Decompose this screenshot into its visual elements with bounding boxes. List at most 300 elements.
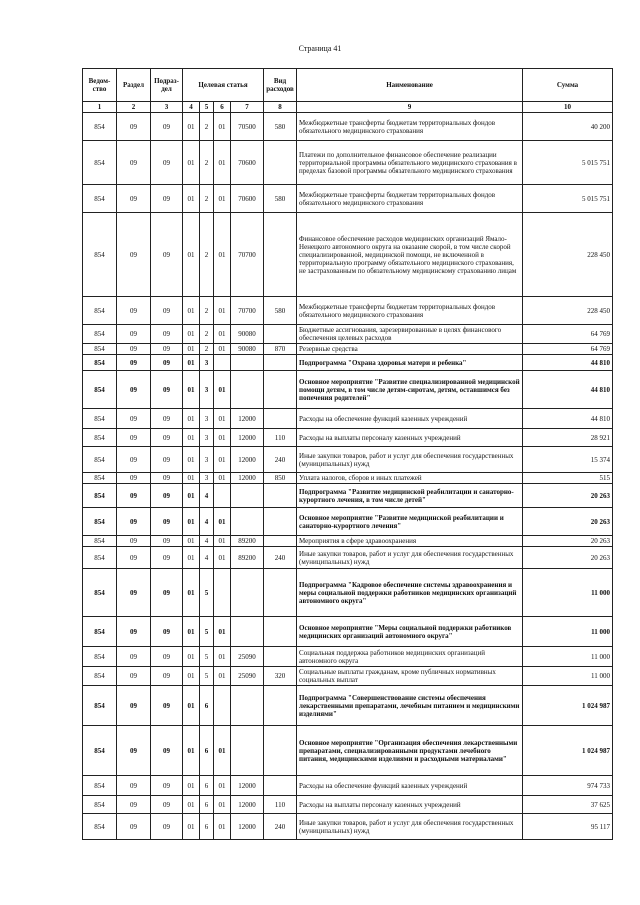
- column-number: 8: [264, 102, 297, 113]
- col-header-podrazdel: Подраз-дел: [151, 69, 183, 102]
- sum-cell: 37 625: [523, 796, 613, 814]
- subprogram-cell: 2: [200, 113, 214, 141]
- direction-cell: 12000: [231, 776, 264, 796]
- name-cell: Финансовое обеспечение расходов медицинских организаций Ямало-Ненецкого автономного округа на оказание скорой, в том числе скорой специализированной, медицинской помощи, не включенной в территориальную программу обязательного медицинского страхования, не застрахованным по обязательному медицинскому страхованию лицам: [297, 213, 523, 297]
- vid-rashodov-cell: [264, 371, 297, 409]
- vid-rashodov-cell: [264, 409, 297, 429]
- table-row: [83, 473, 613, 484]
- subprogram-cell: 2: [200, 325, 214, 344]
- name-cell: Резервные средства: [297, 344, 523, 355]
- name-cell: Межбюджетные трансферты бюджетам территориальных фондов обязательного медицинского страхования: [297, 185, 523, 213]
- direction-cell: [231, 484, 264, 508]
- podrazdel-cell: 09: [151, 355, 183, 371]
- vedomstvo-cell: 854: [83, 667, 117, 686]
- vedomstvo-cell: 854: [83, 344, 117, 355]
- col-header-razdel: Раздел: [117, 69, 151, 102]
- table-row: [83, 686, 613, 726]
- razdel-cell: 09: [117, 667, 151, 686]
- podrazdel-cell: 09: [151, 776, 183, 796]
- event-cell: [214, 686, 231, 726]
- vedomstvo-cell: 854: [83, 547, 117, 569]
- vedomstvo-cell: 854: [83, 185, 117, 213]
- name-cell: Бюджетные ассигнования, зарезервированные в целях финансового обеспечения целевых расходов: [297, 325, 523, 344]
- direction-cell: 70700: [231, 213, 264, 297]
- podrazdel-cell: 09: [151, 447, 183, 473]
- table-row: [83, 213, 613, 297]
- razdel-cell: 09: [117, 547, 151, 569]
- razdel-cell: 09: [117, 569, 151, 617]
- event-cell: 01: [214, 447, 231, 473]
- vedomstvo-cell: 854: [83, 409, 117, 429]
- event-cell: 01: [214, 297, 231, 325]
- event-cell: 01: [214, 536, 231, 547]
- vid-rashodov-cell: 870: [264, 344, 297, 355]
- vid-rashodov-cell: 580: [264, 113, 297, 141]
- program-cell: 01: [183, 814, 200, 840]
- table-row: [83, 185, 613, 213]
- program-cell: 01: [183, 776, 200, 796]
- direction-cell: [231, 355, 264, 371]
- vid-rashodov-cell: 240: [264, 447, 297, 473]
- direction-cell: 12000: [231, 473, 264, 484]
- vedomstvo-cell: 854: [83, 617, 117, 647]
- sum-cell: 44 810: [523, 409, 613, 429]
- event-cell: 01: [214, 113, 231, 141]
- event-cell: 01: [214, 547, 231, 569]
- vedomstvo-cell: 854: [83, 647, 117, 667]
- vedomstvo-cell: 854: [83, 796, 117, 814]
- event-cell: 01: [214, 325, 231, 344]
- table-row: [83, 667, 613, 686]
- vid-rashodov-cell: 580: [264, 297, 297, 325]
- name-cell: Иные закупки товаров, работ и услуг для обеспечения государственных (муниципальных) нужд: [297, 547, 523, 569]
- vid-rashodov-cell: 110: [264, 796, 297, 814]
- subprogram-cell: 2: [200, 141, 214, 185]
- vedomstvo-cell: 854: [83, 447, 117, 473]
- podrazdel-cell: 09: [151, 409, 183, 429]
- vid-rashodov-cell: 240: [264, 547, 297, 569]
- vedomstvo-cell: 854: [83, 113, 117, 141]
- event-cell: 01: [214, 796, 231, 814]
- table-row: [83, 536, 613, 547]
- program-cell: 01: [183, 141, 200, 185]
- subprogram-cell: 4: [200, 536, 214, 547]
- name-cell: Социальная поддержка работников медицинских организаций автономного округа: [297, 647, 523, 667]
- table-row: [83, 796, 613, 814]
- program-cell: 01: [183, 686, 200, 726]
- vid-rashodov-cell: [264, 355, 297, 371]
- column-number: 10: [523, 102, 613, 113]
- table-row: [83, 617, 613, 647]
- col-header-sum: Сумма: [523, 69, 613, 102]
- vid-rashodov-cell: [264, 647, 297, 667]
- name-cell: Расходы на обеспечение функций казенных учреждений: [297, 776, 523, 796]
- razdel-cell: 09: [117, 185, 151, 213]
- name-cell: Расходы на обеспечение функций казенных учреждений: [297, 409, 523, 429]
- vedomstvo-cell: 854: [83, 536, 117, 547]
- program-cell: 01: [183, 344, 200, 355]
- program-cell: 01: [183, 796, 200, 814]
- event-cell: 01: [214, 409, 231, 429]
- subprogram-cell: 5: [200, 667, 214, 686]
- subprogram-cell: 4: [200, 547, 214, 569]
- event-cell: 01: [214, 213, 231, 297]
- podrazdel-cell: 09: [151, 726, 183, 776]
- table-row: [83, 141, 613, 185]
- podrazdel-cell: 09: [151, 686, 183, 726]
- sum-cell: 20 263: [523, 536, 613, 547]
- table-row: [83, 647, 613, 667]
- subprogram-cell: 4: [200, 484, 214, 508]
- podrazdel-cell: 09: [151, 185, 183, 213]
- direction-cell: 12000: [231, 447, 264, 473]
- sum-cell: 974 733: [523, 776, 613, 796]
- sum-cell: 20 263: [523, 547, 613, 569]
- podrazdel-cell: 09: [151, 371, 183, 409]
- subprogram-cell: 4: [200, 508, 214, 536]
- podrazdel-cell: 09: [151, 213, 183, 297]
- vedomstvo-cell: 854: [83, 355, 117, 371]
- podrazdel-cell: 09: [151, 429, 183, 447]
- name-cell: Уплата налогов, сборов и иных платежей: [297, 473, 523, 484]
- budget-table: [82, 68, 613, 840]
- vid-rashodov-cell: [264, 213, 297, 297]
- podrazdel-cell: 09: [151, 536, 183, 547]
- program-cell: 01: [183, 355, 200, 371]
- direction-cell: 25090: [231, 647, 264, 667]
- name-cell: Социальные выплаты гражданам, кроме публичных нормативных социальных выплат: [297, 667, 523, 686]
- name-cell: Подпрограмма "Развитие медицинской реабилитации и санаторно-курортного лечения, в том числе детей": [297, 484, 523, 508]
- direction-cell: 12000: [231, 409, 264, 429]
- column-number-row: [83, 102, 613, 113]
- table-row: [83, 726, 613, 776]
- razdel-cell: 09: [117, 647, 151, 667]
- table-row: [83, 325, 613, 344]
- table-row: [83, 484, 613, 508]
- direction-cell: 12000: [231, 814, 264, 840]
- subprogram-cell: 6: [200, 814, 214, 840]
- event-cell: 01: [214, 726, 231, 776]
- event-cell: 01: [214, 371, 231, 409]
- razdel-cell: 09: [117, 473, 151, 484]
- program-cell: 01: [183, 473, 200, 484]
- direction-cell: 89200: [231, 536, 264, 547]
- program-cell: 01: [183, 371, 200, 409]
- vedomstvo-cell: 854: [83, 325, 117, 344]
- razdel-cell: 09: [117, 344, 151, 355]
- subprogram-cell: 5: [200, 647, 214, 667]
- subprogram-cell: 3: [200, 355, 214, 371]
- name-cell: Мероприятия в сфере здравоохранения: [297, 536, 523, 547]
- vedomstvo-cell: 854: [83, 473, 117, 484]
- direction-cell: 89200: [231, 547, 264, 569]
- table-row: [83, 547, 613, 569]
- podrazdel-cell: 09: [151, 667, 183, 686]
- direction-cell: 90080: [231, 344, 264, 355]
- table-row: [83, 429, 613, 447]
- subprogram-cell: 2: [200, 297, 214, 325]
- razdel-cell: 09: [117, 355, 151, 371]
- vedomstvo-cell: 854: [83, 484, 117, 508]
- event-cell: 01: [214, 508, 231, 536]
- direction-cell: 70700: [231, 297, 264, 325]
- vedomstvo-cell: 854: [83, 508, 117, 536]
- razdel-cell: 09: [117, 536, 151, 547]
- vedomstvo-cell: 854: [83, 371, 117, 409]
- subprogram-cell: 3: [200, 447, 214, 473]
- direction-cell: 25090: [231, 667, 264, 686]
- sum-cell: 11 000: [523, 617, 613, 647]
- vid-rashodov-cell: 110: [264, 429, 297, 447]
- name-cell: Межбюджетные трансферты бюджетам территориальных фондов обязательного медицинского страхования: [297, 297, 523, 325]
- event-cell: [214, 355, 231, 371]
- vid-rashodov-cell: [264, 776, 297, 796]
- sum-cell: 11 000: [523, 569, 613, 617]
- sum-cell: 20 263: [523, 484, 613, 508]
- name-cell: Межбюджетные трансферты бюджетам территориальных фондов обязательного медицинского страхования: [297, 113, 523, 141]
- name-cell: Платежи по дополнительное финансовое обеспечение реализации территориальной программы обязательного медицинского страхования в пределах базовой программы обязательного медицинского страхования: [297, 141, 523, 185]
- vedomstvo-cell: 854: [83, 297, 117, 325]
- program-cell: 01: [183, 647, 200, 667]
- subprogram-cell: 2: [200, 213, 214, 297]
- subprogram-cell: 3: [200, 429, 214, 447]
- podrazdel-cell: 09: [151, 814, 183, 840]
- table-row: [83, 776, 613, 796]
- event-cell: 01: [214, 185, 231, 213]
- table-row: [83, 508, 613, 536]
- vedomstvo-cell: 854: [83, 686, 117, 726]
- table-body: [83, 113, 613, 840]
- vid-rashodov-cell: [264, 325, 297, 344]
- table-row: [83, 409, 613, 429]
- direction-cell: [231, 726, 264, 776]
- program-cell: 01: [183, 667, 200, 686]
- table-row: [83, 569, 613, 617]
- subprogram-cell: 6: [200, 796, 214, 814]
- vid-rashodov-cell: [264, 726, 297, 776]
- subprogram-cell: 3: [200, 371, 214, 409]
- program-cell: 01: [183, 726, 200, 776]
- name-cell: Основное мероприятие "Развитие специализированной медицинской помощи детям, в том числе детям-сиротам, детям, оставшимся без попечения родителей": [297, 371, 523, 409]
- column-number: 7: [231, 102, 264, 113]
- subprogram-cell: 6: [200, 776, 214, 796]
- razdel-cell: 09: [117, 409, 151, 429]
- podrazdel-cell: 09: [151, 113, 183, 141]
- sum-cell: 1 024 987: [523, 686, 613, 726]
- program-cell: 01: [183, 536, 200, 547]
- sum-cell: 5 015 751: [523, 141, 613, 185]
- sum-cell: 64 769: [523, 344, 613, 355]
- event-cell: 01: [214, 814, 231, 840]
- razdel-cell: 09: [117, 726, 151, 776]
- col-header-vedomstvo: Ведом-ство: [83, 69, 117, 102]
- vid-rashodov-cell: 320: [264, 667, 297, 686]
- sum-cell: 11 000: [523, 647, 613, 667]
- program-cell: 01: [183, 484, 200, 508]
- table-row: [83, 297, 613, 325]
- event-cell: 01: [214, 776, 231, 796]
- direction-cell: [231, 569, 264, 617]
- sum-cell: 515: [523, 473, 613, 484]
- subprogram-cell: 2: [200, 185, 214, 213]
- vid-rashodov-cell: 580: [264, 185, 297, 213]
- program-cell: 01: [183, 113, 200, 141]
- table-row: [83, 344, 613, 355]
- vid-rashodov-cell: [264, 484, 297, 508]
- razdel-cell: 09: [117, 447, 151, 473]
- podrazdel-cell: 09: [151, 547, 183, 569]
- name-cell: Основное мероприятие "Развитие медицинской реабилитации и санаторно-курортного лечения": [297, 508, 523, 536]
- program-cell: 01: [183, 569, 200, 617]
- event-cell: 01: [214, 344, 231, 355]
- direction-cell: [231, 686, 264, 726]
- column-number: 3: [151, 102, 183, 113]
- sum-cell: 40 200: [523, 113, 613, 141]
- vid-rashodov-cell: [264, 617, 297, 647]
- name-cell: Иные закупки товаров, работ и услуг для обеспечения государственных (муниципальных) нужд: [297, 814, 523, 840]
- column-number: 6: [214, 102, 231, 113]
- vedomstvo-cell: 854: [83, 429, 117, 447]
- podrazdel-cell: 09: [151, 344, 183, 355]
- vedomstvo-cell: 854: [83, 569, 117, 617]
- event-cell: [214, 569, 231, 617]
- vid-rashodov-cell: 240: [264, 814, 297, 840]
- col-header-vid: Вид расходов: [264, 69, 297, 102]
- vedomstvo-cell: 854: [83, 814, 117, 840]
- podrazdel-cell: 09: [151, 484, 183, 508]
- name-cell: Подпрограмма "Кадровое обеспечение системы здравоохранения и меры социальной поддержки работников медицинских организаций автономного округа": [297, 569, 523, 617]
- razdel-cell: 09: [117, 686, 151, 726]
- sum-cell: 95 117: [523, 814, 613, 840]
- vedomstvo-cell: 854: [83, 776, 117, 796]
- podrazdel-cell: 09: [151, 796, 183, 814]
- col-header-name: Наименование: [297, 69, 523, 102]
- table-row: [83, 355, 613, 371]
- column-number: 9: [297, 102, 523, 113]
- name-cell: Подпрограмма "Охрана здоровья матери и ребенка": [297, 355, 523, 371]
- event-cell: [214, 484, 231, 508]
- column-number: 1: [83, 102, 117, 113]
- podrazdel-cell: 09: [151, 617, 183, 647]
- vid-rashodov-cell: 850: [264, 473, 297, 484]
- podrazdel-cell: 09: [151, 297, 183, 325]
- subprogram-cell: 5: [200, 617, 214, 647]
- sum-cell: 64 769: [523, 325, 613, 344]
- subprogram-cell: 6: [200, 686, 214, 726]
- razdel-cell: 09: [117, 371, 151, 409]
- column-number: 5: [200, 102, 214, 113]
- sum-cell: 1 024 987: [523, 726, 613, 776]
- program-cell: 01: [183, 213, 200, 297]
- name-cell: Расходы на выплаты персоналу казенных учреждений: [297, 429, 523, 447]
- vid-rashodov-cell: [264, 536, 297, 547]
- razdel-cell: 09: [117, 776, 151, 796]
- program-cell: 01: [183, 429, 200, 447]
- direction-cell: 90080: [231, 325, 264, 344]
- column-number: 2: [117, 102, 151, 113]
- razdel-cell: 09: [117, 429, 151, 447]
- razdel-cell: 09: [117, 814, 151, 840]
- program-cell: 01: [183, 409, 200, 429]
- subprogram-cell: 3: [200, 409, 214, 429]
- direction-cell: 70600: [231, 141, 264, 185]
- razdel-cell: 09: [117, 617, 151, 647]
- table-row: [83, 814, 613, 840]
- razdel-cell: 09: [117, 213, 151, 297]
- sum-cell: 228 450: [523, 297, 613, 325]
- program-cell: 01: [183, 297, 200, 325]
- direction-cell: [231, 617, 264, 647]
- program-cell: 01: [183, 185, 200, 213]
- program-cell: 01: [183, 508, 200, 536]
- sum-cell: 44 810: [523, 355, 613, 371]
- direction-cell: 12000: [231, 796, 264, 814]
- subprogram-cell: 6: [200, 726, 214, 776]
- sum-cell: 228 450: [523, 213, 613, 297]
- subprogram-cell: 5: [200, 569, 214, 617]
- program-cell: 01: [183, 325, 200, 344]
- razdel-cell: 09: [117, 141, 151, 185]
- program-cell: 01: [183, 547, 200, 569]
- direction-cell: 70500: [231, 113, 264, 141]
- sum-cell: 15 374: [523, 447, 613, 473]
- razdel-cell: 09: [117, 484, 151, 508]
- podrazdel-cell: 09: [151, 473, 183, 484]
- event-cell: 01: [214, 667, 231, 686]
- vid-rashodov-cell: [264, 569, 297, 617]
- sum-cell: 28 921: [523, 429, 613, 447]
- direction-cell: 12000: [231, 429, 264, 447]
- sum-cell: 44 810: [523, 371, 613, 409]
- name-cell: Расходы на выплаты персоналу казенных учреждений: [297, 796, 523, 814]
- name-cell: Подпрограмма "Совершенствование системы обеспечения лекарственными препаратами, лечебным питанием и медицинскими изделиями": [297, 686, 523, 726]
- event-cell: 01: [214, 473, 231, 484]
- name-cell: Основное мероприятие "Меры социальной поддержки работников медицинских организаций автономного округа": [297, 617, 523, 647]
- direction-cell: [231, 371, 264, 409]
- podrazdel-cell: 09: [151, 647, 183, 667]
- razdel-cell: 09: [117, 325, 151, 344]
- program-cell: 01: [183, 447, 200, 473]
- event-cell: 01: [214, 429, 231, 447]
- razdel-cell: 09: [117, 508, 151, 536]
- subprogram-cell: 3: [200, 473, 214, 484]
- column-number: 4: [183, 102, 200, 113]
- razdel-cell: 09: [117, 297, 151, 325]
- vedomstvo-cell: 854: [83, 213, 117, 297]
- vedomstvo-cell: 854: [83, 141, 117, 185]
- name-cell: Основное мероприятие "Организация обеспечения лекарственными препаратами, специализированными продуктами лечебного питания, медицинскими изделиями и расходными материалами": [297, 726, 523, 776]
- vid-rashodov-cell: [264, 141, 297, 185]
- col-header-celevaya: Целевая статья: [183, 69, 264, 102]
- vid-rashodov-cell: [264, 686, 297, 726]
- event-cell: 01: [214, 141, 231, 185]
- event-cell: 01: [214, 647, 231, 667]
- podrazdel-cell: 09: [151, 508, 183, 536]
- event-cell: 01: [214, 617, 231, 647]
- podrazdel-cell: 09: [151, 569, 183, 617]
- table-row: [83, 113, 613, 141]
- table-row: [83, 447, 613, 473]
- sum-cell: 11 000: [523, 667, 613, 686]
- program-cell: 01: [183, 617, 200, 647]
- page-number: Страница 41: [298, 44, 342, 53]
- razdel-cell: 09: [117, 113, 151, 141]
- subprogram-cell: 2: [200, 344, 214, 355]
- header-row: [83, 69, 613, 102]
- vid-rashodov-cell: [264, 508, 297, 536]
- direction-cell: [231, 508, 264, 536]
- sum-cell: 5 015 751: [523, 185, 613, 213]
